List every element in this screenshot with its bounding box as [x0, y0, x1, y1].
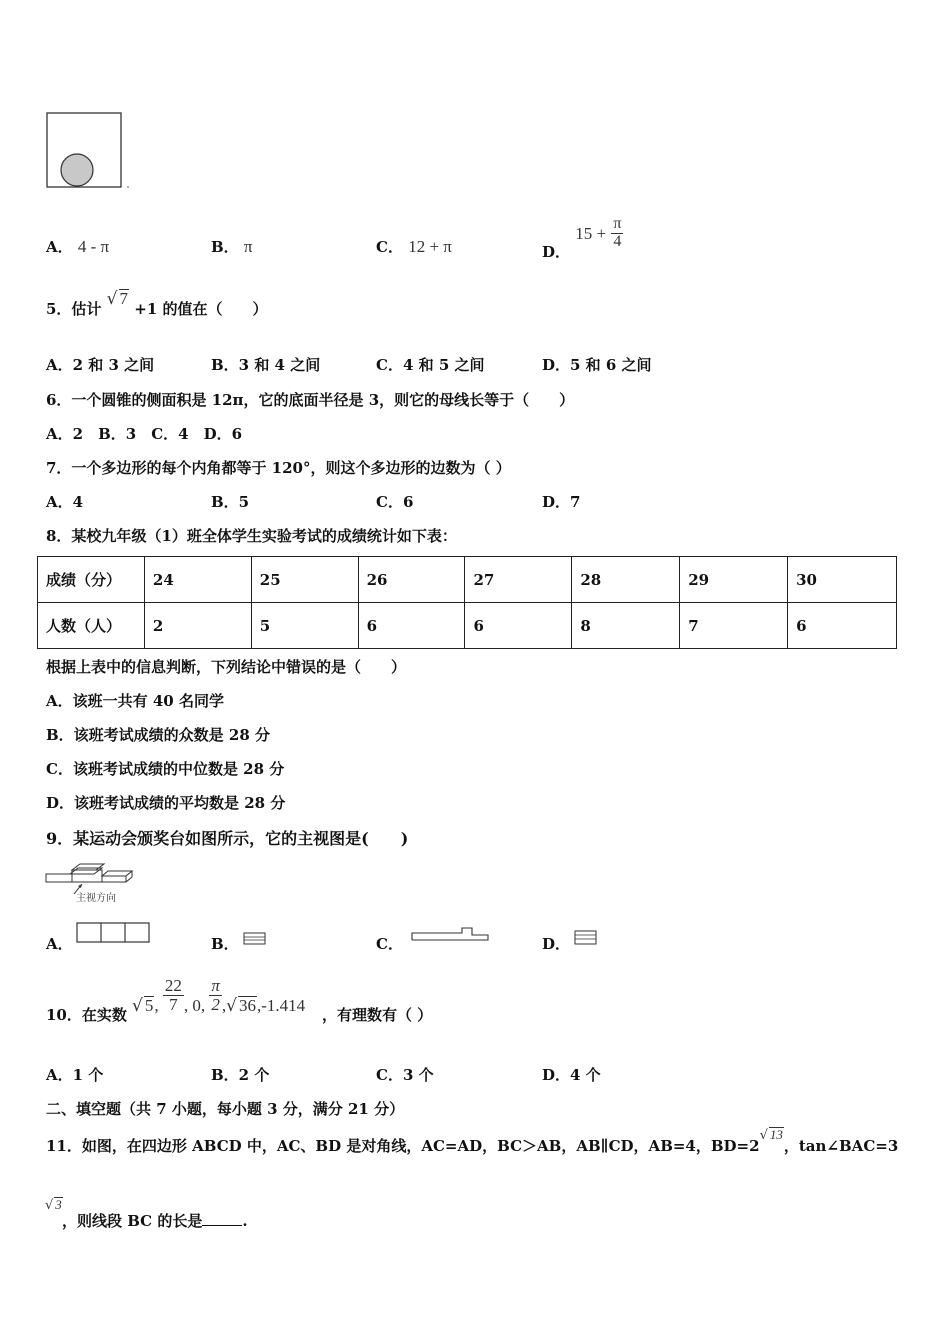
q5-option-a: A．2 和 3 之间 [46, 356, 155, 374]
q6-question: 6．一个圆锥的侧面积是 12π，它的底面半径是 3，则它的母线长等于（ ） [46, 391, 575, 409]
q8-option-d: D．该班考试成绩的平均数是 28 分 [46, 794, 286, 812]
square-circle-figure [44, 110, 134, 192]
table-cell: 28 [572, 557, 680, 603]
table-cell: 人数（人） [38, 603, 145, 649]
q10-suffix: ，有理数有（ ） [322, 1006, 433, 1024]
option-a-figure [76, 922, 152, 944]
table-cell: 6 [358, 603, 465, 649]
q9-option-c: C． [376, 935, 403, 953]
q5-option-b: B．3 和 4 之间 [211, 356, 321, 374]
option-d-figure [574, 930, 598, 946]
q8-question: 8．某校九年级（1）班全体学生实验考试的成绩统计如下表： [46, 527, 457, 545]
q4-option-d: D． 15 + $\frac{\pi}{4}$ [542, 215, 622, 262]
section-heading: 二、填空题（共 7 小题，每小题 3 分，满分 21 分） [46, 1100, 405, 1118]
q5-option-c: C．4 和 5 之间 [376, 356, 485, 374]
q4-option-b: B． π [211, 237, 253, 256]
answer-blank[interactable] [202, 1211, 242, 1226]
table-cell: 2 [144, 603, 251, 649]
q7-option-d: D．7 [542, 493, 581, 511]
q7-question: 7．一个多边形的每个内角都等于 120°，则这个多边形的边数为（ ） [46, 459, 511, 477]
q7-option-c: C．6 [376, 493, 414, 511]
option-b-figure [243, 932, 267, 946]
table-cell: 27 [465, 557, 572, 603]
q8-option-a: A．该班一共有 40 名同学 [46, 692, 224, 710]
q11-sqrt3: √ 3 [45, 1197, 62, 1213]
q9-option-a: A． [46, 935, 73, 953]
table-cell: 30 [788, 557, 897, 603]
table-cell: 24 [144, 557, 251, 603]
q8-option-c: C．该班考试成绩的中位数是 28 分 [46, 760, 285, 778]
q4-option-c: C． 12 + π [376, 237, 452, 256]
q7-option-b: B．5 [211, 493, 250, 511]
table-cell: 6 [465, 603, 572, 649]
q5-question: 5．估计 √ 7 +1 的值在（ ） [46, 289, 268, 318]
q10-number-list: √ 5, $\frac{22}{7}$ , 0, $\frac{\pi}{2}$ ,√ 36,-1.414 [132, 976, 306, 1017]
option-c-figure [410, 926, 492, 946]
table-cell: 7 [680, 603, 788, 649]
q10-option-b: B．2 个 [211, 1066, 270, 1084]
table-cell: 6 [788, 603, 897, 649]
table-row [38, 557, 897, 603]
q8-subquestion: 根据上表中的信息判断，下列结论中错误的是（ ） [46, 658, 407, 676]
q10-option-c: C．3 个 [376, 1066, 434, 1084]
q9-option-d: D． [542, 935, 571, 953]
table-cell: 25 [251, 557, 358, 603]
q9-option-b: B． [211, 935, 239, 953]
table-cell: 8 [572, 603, 680, 649]
q10-option-d: D．4 个 [542, 1066, 601, 1084]
q6-options: A．2 B．3 C．4 D．6 [46, 425, 243, 443]
q7-option-a: A．4 [46, 493, 84, 511]
score-table [37, 556, 897, 649]
table-cell: 26 [358, 557, 465, 603]
table-cell: 成绩（分） [38, 557, 145, 603]
q5-option-d: D．5 和 6 之间 [542, 356, 652, 374]
podium-direction-label: 主视方向 [76, 893, 116, 904]
q10-prefix: 10．在实数 [46, 1006, 127, 1024]
table-row [38, 603, 897, 649]
q4-option-a: A． 4 - π [46, 237, 110, 256]
q8-option-b: B．该班考试成绩的众数是 28 分 [46, 726, 270, 744]
q11-line2: ，则线段 BC 的长是 . [62, 1212, 248, 1230]
q11-line1: 11．如图，在四边形 ABCD 中，AC、BD 是对角线，AC=AD，BC＞AB，AB∥CD，AB=4，BD=2√ 13，tan∠BAC=3 [46, 1127, 899, 1155]
table-cell: 29 [680, 557, 788, 603]
table-cell: 5 [251, 603, 358, 649]
q10-option-a: A．1 个 [46, 1066, 104, 1084]
q9-question: 9．某运动会颁奖台如图所示，它的主视图是( ) [46, 829, 409, 848]
